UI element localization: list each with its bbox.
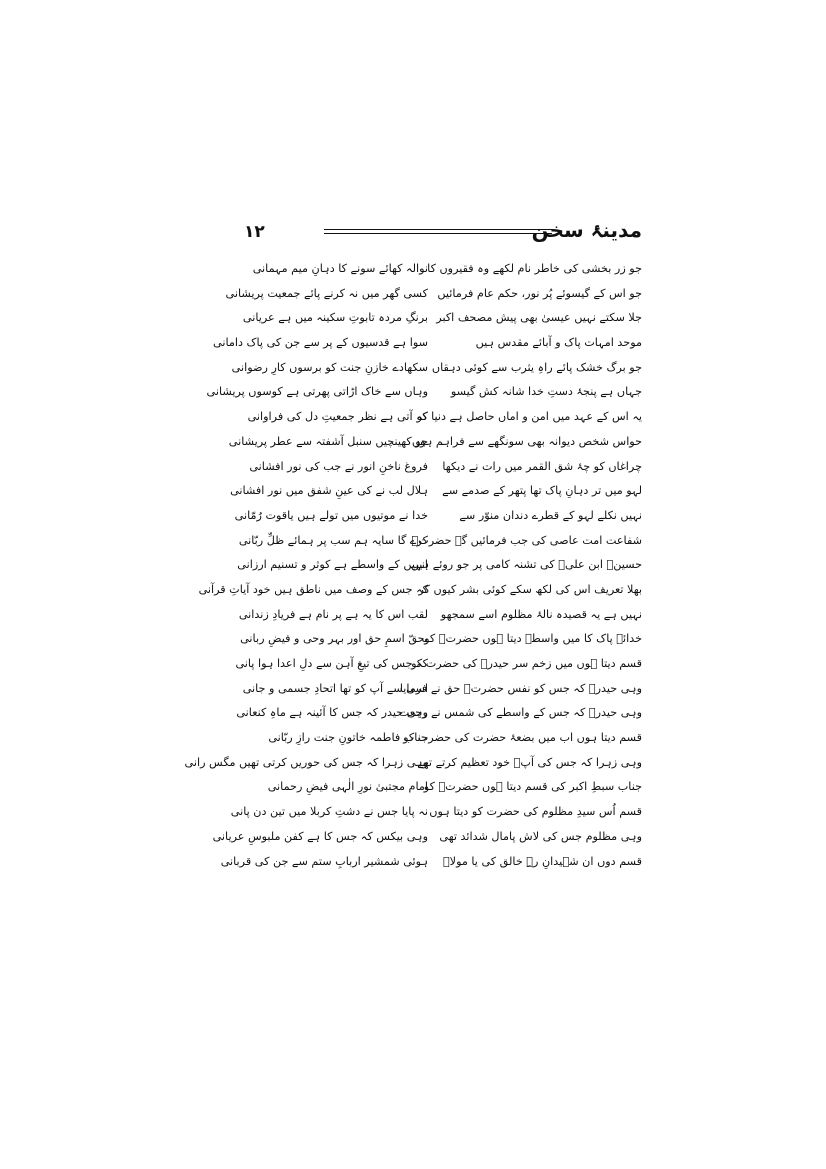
verse-line: نہیں ہے یہ قصیدہ نالۂ مظلوم اسے سمجھو (440, 607, 642, 621)
verse-line: حواس شخص دیوانہ بھی سونگھے سے فراہم ہوں (411, 434, 642, 448)
verse-line: قسم دیتا ہوں میں زخم سر حیدرؑ کی حضرت کو (411, 657, 642, 670)
verse-line: یہ اس کے عہد میں امن و اماں حاصل ہے دنیا کو (416, 410, 642, 424)
verse-line: قسم اُس سیدِ مظلوم کی حضرت کو دیتا ہوں (429, 805, 642, 819)
verse-line: شفاعت امت عاصی کی جب فرمائیں گے حضرتؐ (411, 533, 642, 547)
verse-line: ہوئی شمشیر اربابِ ستم سے جن کی قربانی (220, 854, 428, 868)
verse-line: لقب اس کا یہ ہے پر نام ہے فریادِ زندانی (238, 607, 428, 621)
verse-column-right (398, 257, 642, 874)
book-title: مدینۂ سخن (531, 218, 642, 242)
verse-line: نوالہ کھائے سونے کا دہانِ میم مہمانی (252, 262, 428, 275)
header-rule (324, 229, 552, 234)
verse-line: قسم دیتا ہوں اب میں بضعۂ حضرت کی حضرت کو (403, 731, 642, 745)
verse-line: کرے گا سایہ ہم سب پر ہمائے ظلِّ ربّانی (238, 533, 428, 547)
verse-line: وہی زہرا کہ جس کی حوریں کرتی تھیں مگس رانی (184, 755, 428, 769)
verse-line: سوا ہے قدسیوں کے پر سے جن کی پاک دامانی (213, 336, 428, 350)
verse-line: بھلا تعریف اس کی لکھ سکے کوئی بشر کیوں کر (418, 582, 642, 596)
page-number: ۱۲ (244, 222, 265, 242)
verse-column-left (184, 257, 428, 874)
verse-line: قسم دوں ان شہیدانِ رہِ خالق کی یا مولاؐ (442, 854, 642, 868)
verse-line: جو کھینچیں سنبل آشفتہ سے عطر پریشانی (228, 434, 428, 448)
verse-line: وہی حیدر کہ جس کا آئینہ ہے ماہِ کنعانی (236, 706, 428, 720)
verse-line: جہاں ہے پنجۂ دستِ خدا شانہ کش گیسو (450, 385, 642, 399)
page-header (244, 218, 642, 248)
verse-line: امام مجتبیٰ نورِ الٰہی فیضِ رحمانی (267, 780, 428, 794)
verse-line: وہاں سے خاک اڑاتی پھرتی ہے کوسوں پریشانی (206, 385, 428, 399)
verse-line: وہی حیدرؑ کہ جس کو نفس حضرتؐ حق نے فرمایا (399, 681, 642, 695)
verse-line: ہلال لب نے کی عینِ شفق میں نور افشانی (230, 484, 428, 498)
verse-line: حسینؑ ابن علیؑ کی تشنہ کامی پر جو روئے ہیں (410, 558, 642, 572)
verse-line: وہی مظلوم جس کی لاش پامال شدائد تھی (439, 829, 642, 843)
verse-line: کسی گھر میں نہ کرنے پائے جمعیت پریشانی (225, 286, 428, 300)
verse-line: لہو میں تر دہانِ پاک تھا پتھر کے صدمے سے (442, 484, 642, 498)
verse-line: وہی زہرا کہ جس کی آپؐ خود تعظیم کرتے تھے (417, 755, 642, 769)
verse-line: خدا نے موتیوں میں تولے ہیں یاقوت رُمّانی (234, 508, 428, 522)
verse-line: بحقّ اسمِ حق اور بہر وحی و فیضِ ربانی (240, 632, 428, 646)
verse-line: جناب سبطِ اکبر کی قسم دیتا ہوں حضرتؐ کو (423, 780, 642, 794)
verse-line: نہیں نکلے لہو کے قطرے دندان منوّر سے (459, 508, 642, 522)
verse-line: جناب فاطمہ خاتونِ جنت رازِ ربّانی (268, 731, 428, 745)
verse-line: جو برگ خشک پائے راہِ یثرب سے کوئی دہقاں (431, 360, 642, 374)
verse-line: وہی حیدرؑ کہ جس کے واسطے کی شمس نے رجعت (398, 706, 642, 720)
verse-line: برنگِ مردہ تابوتِ سکینہ میں ہے عریانی (242, 311, 428, 325)
verse-line: وہی بیکس کہ جس کا ہے کفن ملبوسِ عریانی (212, 829, 428, 843)
verse-line: فروغ ناخنِ انور نے جب کی نور افشانی (249, 459, 428, 473)
verse-line: جلا سکتے نہیں عیسیٰ بھی پیش مصحف اکبر (436, 311, 642, 325)
verse-line: نہ پایا جس نے دشتِ کربلا میں تین دن پانی (230, 805, 428, 819)
verse-line: کہ جس کی تیغِ آہن سے دلِ اعدا ہوا پانی (235, 657, 428, 670)
verse-line: اسی سے آپ کو تھا اتحادِ جسمی و جانی (242, 681, 428, 695)
verse-line: خدائے پاک کا میں واسطہ دیتا ہوں حضرتؐ کو (424, 632, 642, 646)
verse-line: کہ جس کے وصف میں ناطق ہیں خود آیاتِ قرآنی (198, 582, 428, 596)
verse-line: جو اس کے گیسوئے پُر نور، حکم عام فرمائیں (437, 286, 642, 300)
verse-line: موحد امہات پاک و آبائے مقدس ہیں (475, 336, 642, 350)
verse-line: جو زر بخشی کی خاطر نام لکھے وہ فقیروں کا (427, 262, 642, 275)
verse-line: کہ آتی ہے نظر جمعیتِ دل کی فراوانی (247, 410, 428, 424)
verse-line: انہیں کے واسطے ہے کوثر و تسنیم ارزانی (237, 558, 428, 572)
verse-line: چراغاں کو چۂ شق القمر میں رات نے دیکھا (442, 459, 642, 473)
verse-line: سکھادے خازنِ جنت کو برسوں کارِ رضوانی (231, 360, 428, 374)
